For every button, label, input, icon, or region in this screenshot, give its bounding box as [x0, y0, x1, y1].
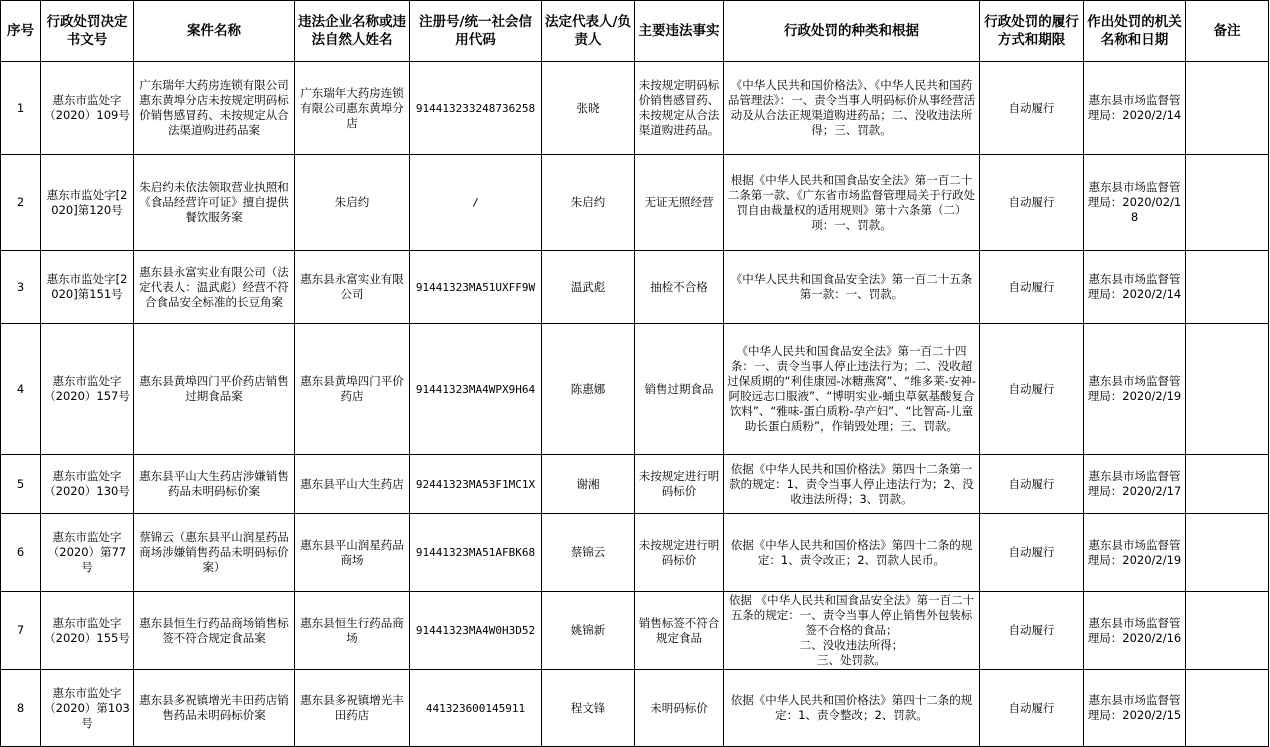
cell-no: 1: [1, 62, 41, 155]
cell-remark: [1186, 324, 1269, 455]
cell-no: 5: [1, 455, 41, 514]
cell-penalty: 《中华人民共和国价格法》、《中华人民共和国药品管理法》：一、责令当事人明码标价从事经营活动及从合法正规渠道购进药品；二、没收违法所得；三、罚款。: [724, 62, 980, 155]
cell-party: 惠东县永富实业有限公司: [295, 251, 410, 324]
cell-reg-no: 91441323MA51AFBK68: [410, 514, 542, 592]
cell-execution: 自动履行: [980, 251, 1084, 324]
cell-facts: 抽检不合格: [635, 251, 724, 324]
cell-remark: [1186, 455, 1269, 514]
cell-reg-no: 91441323MA4W0H3D52: [410, 592, 542, 670]
cell-execution: 自动履行: [980, 592, 1084, 670]
cell-party: 惠东县多祝镇增光丰田药店: [295, 670, 410, 747]
cell-doc-no: 惠东市监处字（2020）第77号: [41, 514, 134, 592]
cell-party: 朱启约: [295, 155, 410, 251]
cell-party: 惠东县平山润星药品商场: [295, 514, 410, 592]
cell-no: 7: [1, 592, 41, 670]
cell-party: 惠东县恒生行药品商场: [295, 592, 410, 670]
cell-facts: 未按规定进行明码标价: [635, 455, 724, 514]
cell-rep: 程文锋: [542, 670, 635, 747]
cell-remark: [1186, 514, 1269, 592]
header-row: [1, 1, 1269, 62]
cell-facts: 无证无照经营: [635, 155, 724, 251]
table-header: [1, 1, 1269, 62]
cell-rep: 温武彪: [542, 251, 635, 324]
cell-execution: 自动履行: [980, 670, 1084, 747]
cell-authority: 惠东县市场监督管理局：2020/2/17: [1084, 455, 1186, 514]
cell-authority: 惠东县市场监督管理局：2020/2/19: [1084, 324, 1186, 455]
cell-facts: 销售过期食品: [635, 324, 724, 455]
cell-authority: 惠东县市场监督管理局：2020/2/19: [1084, 514, 1186, 592]
cell-remark: [1186, 592, 1269, 670]
cell-rep: 蔡锦云: [542, 514, 635, 592]
cell-authority: 惠东县市场监督管理局：2020/02/18: [1084, 155, 1186, 251]
cell-rep: 陈惠娜: [542, 324, 635, 455]
cell-doc-no: 惠东市监处字（2020）109号: [41, 62, 134, 155]
header-penalty: 行政处罚的种类和根据: [724, 1, 980, 62]
header-reg-no: 注册号/统一社会信用代码: [410, 1, 542, 62]
cell-doc-no: 惠东市监处字[2020]第120号: [41, 155, 134, 251]
cell-rep: 朱启约: [542, 155, 635, 251]
table-row: [1, 514, 1269, 592]
cell-rep: 谢湘: [542, 455, 635, 514]
table-row: [1, 155, 1269, 251]
table-body: [1, 62, 1269, 747]
cell-penalty: 依据《中华人民共和国价格法》第四十二条的规定：1、责令整改；2、罚款。: [724, 670, 980, 747]
cell-reg-no: 91441323MA4WPX9H64: [410, 324, 542, 455]
header-remark: 备注: [1186, 1, 1269, 62]
cell-case-name: 惠东县永富实业有限公司（法定代表人：温武彪）经营不符合食品安全标准的长豆角案: [134, 251, 295, 324]
cell-facts: 未按规定明码标价销售感冒药、未按规定从合法渠道购进药品。: [635, 62, 724, 155]
cell-no: 3: [1, 251, 41, 324]
cell-facts: 未按规定进行明码标价: [635, 514, 724, 592]
cell-no: 8: [1, 670, 41, 747]
cell-facts: 未明码标价: [635, 670, 724, 747]
penalty-line: 依据 《中华人民共和国食品安全法》第一百二十五条的规定：一、责令当事人停止销售外包装标签不合格的食品；: [728, 593, 975, 637]
cell-remark: [1186, 155, 1269, 251]
cell-authority: 惠东县市场监督管理局：2020/2/15: [1084, 670, 1186, 747]
table-row: [1, 455, 1269, 514]
table-row: [1, 251, 1269, 324]
cell-authority: 惠东县市场监督管理局：2020/2/14: [1084, 251, 1186, 324]
cell-case-name: 惠东县恒生行药品商场销售标签不符合规定食品案: [134, 592, 295, 670]
cell-reg-no: 91441323MA51UXFF9W: [410, 251, 542, 324]
header-execution: 行政处罚的履行方式和期限: [980, 1, 1084, 62]
cell-execution: 自动履行: [980, 514, 1084, 592]
cell-facts: 销售标签不符合规定食品: [635, 592, 724, 670]
cell-remark: [1186, 251, 1269, 324]
cell-execution: 自动履行: [980, 62, 1084, 155]
cell-penalty: 《中华人民共和国食品安全法》第一百二十五条第一款：一、罚款。: [724, 251, 980, 324]
penalty-line: 三、处罚款。: [817, 653, 886, 667]
header-no: 序号: [1, 1, 41, 62]
header-party: 违法企业名称或违法自然人姓名: [295, 1, 410, 62]
cell-execution: 自动履行: [980, 455, 1084, 514]
cell-party: 惠东县黄埠四门平价药店: [295, 324, 410, 455]
cell-rep: 张晓: [542, 62, 635, 155]
header-rep: 法定代表人/负责人: [542, 1, 635, 62]
header-facts: 主要违法事实: [635, 1, 724, 62]
cell-penalty: 根据《中华人民共和国食品安全法》第一百二十二条第一款、《广东省市场监督管理局关于行政处罚自由裁量权的适用规则》第十六条第（二）项：一、罚款。: [724, 155, 980, 251]
cell-case-name: 蔡锦云（惠东县平山润星药品商场涉嫌销售药品未明码标价案）: [134, 514, 295, 592]
cell-penalty: 依据《中华人民共和国价格法》第四十二条第一款的规定：1、责令当事人停止违法行为；2、没收违法所得；3、罚款。: [724, 455, 980, 514]
cell-remark: [1186, 670, 1269, 747]
cell-execution: 自动履行: [980, 155, 1084, 251]
cell-doc-no: 惠东市监处字（2020）155号: [41, 592, 134, 670]
cell-doc-no: 惠东市监处字（2020）130号: [41, 455, 134, 514]
cell-penalty: 《中华人民共和国食品安全法》第一百二十四条：一、责令当事人停止违法行为；二、没收超过保质期的“利佳康园-冰糖燕窝”、“维多莱-安神-阿胶远志口服液”、“博明实业-蛹虫草氨基酸复合饮料”、“雅味-蛋白质粉-孕产妇”、“比智高-儿童助长蛋白质粉”，作销毁处理；三、罚款。: [724, 324, 980, 455]
cell-penalty: 依据《中华人民共和国价格法》第四十二条的规定：1、责令改正；2、罚款人民币。: [724, 514, 980, 592]
table-row: [1, 324, 1269, 455]
cell-authority: 惠东县市场监督管理局：2020/2/16: [1084, 592, 1186, 670]
cell-party: 广东瑞年大药房连锁有限公司惠东黄埠分店: [295, 62, 410, 155]
cell-penalty: [724, 592, 980, 670]
cell-authority: 惠东县市场监督管理局：2020/2/14: [1084, 62, 1186, 155]
cell-reg-no: 914413233248736258: [410, 62, 542, 155]
cell-party: 惠东县平山大生药店: [295, 455, 410, 514]
cell-remark: [1186, 62, 1269, 155]
cell-case-name: 惠东县多祝镇增光丰田药店销售药品未明码标价案: [134, 670, 295, 747]
table-row: [1, 592, 1269, 670]
cell-doc-no: 惠东市监处字[2020]第151号: [41, 251, 134, 324]
table-row: [1, 62, 1269, 155]
header-doc-no: 行政处罚决定书文号: [41, 1, 134, 62]
cell-doc-no: 惠东市监处字（2020）第103号: [41, 670, 134, 747]
cell-case-name: 惠东县黄埠四门平价药店销售过期食品案: [134, 324, 295, 455]
cell-no: 2: [1, 155, 41, 251]
table-row: [1, 670, 1269, 747]
cell-reg-no: /: [410, 155, 542, 251]
cell-no: 4: [1, 324, 41, 455]
cell-case-name: 朱启约未依法领取营业执照和《食品经营许可证》擅自提供餐饮服务案: [134, 155, 295, 251]
cell-reg-no: 441323600145911: [410, 670, 542, 747]
cell-reg-no: 92441323MA53F1MC1X: [410, 455, 542, 514]
cell-doc-no: 惠东市监处字（2020）157号: [41, 324, 134, 455]
header-authority: 作出处罚的机关名称和日期: [1084, 1, 1186, 62]
penalty-line: 二、没收违法所得；: [799, 638, 904, 652]
cell-execution: 自动履行: [980, 324, 1084, 455]
cell-case-name: 惠东县平山大生药店涉嫌销售药品未明码标价案: [134, 455, 295, 514]
cell-no: 6: [1, 514, 41, 592]
cell-rep: 姚锦新: [542, 592, 635, 670]
header-case-name: 案件名称: [134, 1, 295, 62]
cell-case-name: 广东瑞年大药房连锁有限公司惠东黄埠分店未按规定明码标价销售感冒药、未按规定从合法渠道购进药品案: [134, 62, 295, 155]
